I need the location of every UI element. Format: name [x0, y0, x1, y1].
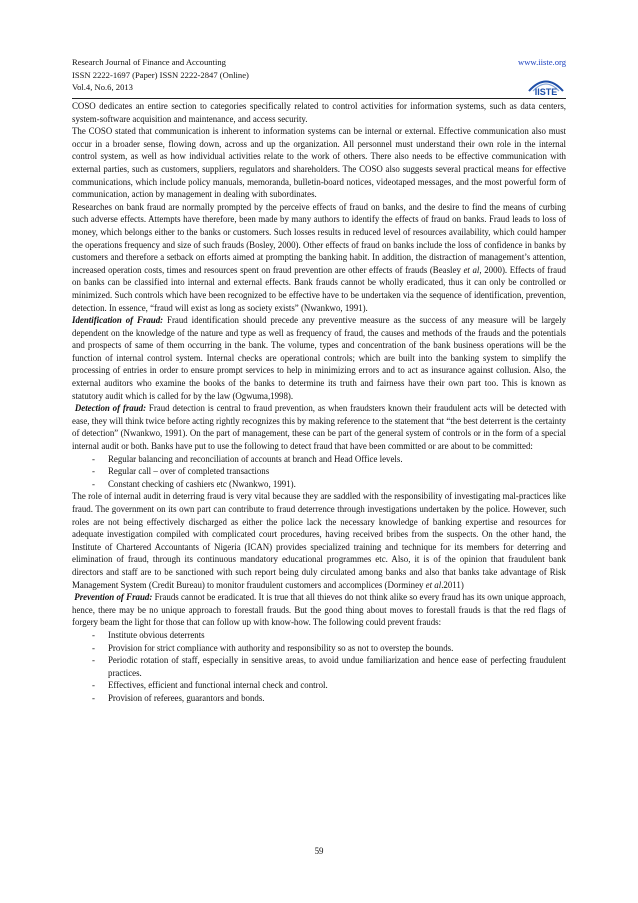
list-item: - Constant checking of cashiers etc (Nwankwo, 1991). — [92, 478, 296, 489]
journal-title: Research Journal of Finance and Accounting — [72, 57, 226, 67]
heading-identification: Identification of Fraud: — [72, 315, 164, 326]
issn-line: ISSN 2222-1697 (Paper) ISSN 2222-2847 (Online) — [72, 69, 249, 80]
detection-list — [72, 453, 566, 491]
list-item: - Regular balancing and reconciliation of accounts at branch and Head Office levels. — [92, 453, 403, 464]
heading-detection: Detection of fraud: — [74, 403, 147, 414]
list-item: - Provision of referees, guarantors and bonds. — [92, 692, 265, 703]
iiste-logo — [527, 71, 565, 97]
paragraph-identification: Identification of Fraud: Fraud identification should precede any preventive measure as the success of any measure will be largely dependent on the knowledge of the nature and type as well as frequency of fraud, the causes and methods of the frauds and the potentials and prospects of same of them occurring in the bank. The volume, types and concentration of the bank business operations will be the function of internal control system. Internal checks are operational controls; which are built into the banking system to simplify the processing of entries in order to ensure prompt services to help in minimizing errors and to act as insurance against collusion. Also, the external auditors who examine the books of the banks to determine its truth and fairness have their own part too. This is known as statutory audit which is called for by the law (Ogwuma,1998). — [72, 315, 566, 401]
paragraph-coso-sections: COSO dedicates an entire section to categories specifically related to control activities for information systems, such as data centers, system-software acquisition and maintenance, and access security. — [72, 101, 566, 124]
page-number: 59 — [314, 846, 324, 856]
prevention-list — [72, 629, 566, 705]
list-item: - Regular call – over of completed transactions — [92, 466, 270, 477]
paragraph-communication: The COSO stated that communication is inherent to information systems can be internal or external. Effective communication also must occur in a broader sense, flowing down, across and up the organization. All personnel must understand their own role in the internal control system, as well as how individual activities relate to the work of others. There also needs to be effective communication with external parties, such as customers, suppliers, regulators and shareholders. The COSO also suggests several practical means for effective communications, which include policy manuals, memoranda, bulletin-board notices, videotaped messages, and the most powerful form of communication, action by management in dealing with subordinates. — [72, 126, 566, 200]
paragraph-prevention: Prevention of Fraud: Frauds cannot be eradicated. It is true that all thieves do not think alike so every fraud has its own unique approach, hence, there may be no unique approach to forestall frauds. But the good thing about moves to forestall frauds is that the red flags of forgery beam the light for those that can follow up with know-how. The following could prevent frauds: — [72, 592, 567, 628]
list-item: - Institute obvious deterrents — [92, 629, 205, 640]
logo-text: IISTE — [534, 87, 558, 97]
paragraph-detection: Detection of fraud: Fraud detection is central to fraud prevention, as when fraudsters known their fraudulent acts will be detected with ease, they will think twice before acting rightly recognizes this by making reference to the statement that “the best deterrent is the certainty of detection” (Nwankwo, 1991). On the part of management, these can be part of the general system of controls or in the form of a special internal audit or both. Banks have put to use the following to detect fraud that have been committed or are about to be committed: — [72, 403, 566, 452]
header-divider — [72, 98, 566, 99]
heading-prevention: Prevention of Fraud: — [74, 592, 153, 603]
journal-url-link[interactable]: www.iiste.org — [518, 57, 566, 67]
paragraph-fraud-effects: Researches on bank fraud are normally prompted by the perceive effects of fraud on banks, and the desire to find the means of curbing such adverse effects. Attempts have therefore, been made by many authors to identify the effects of fraud on banks. Fraud leads to loss of money, which belongs either to the banks or customers. Such losses results in reduced level of resources availability, which could hamper the operations frequency and size of such frauds (Bosley, 2000). Other effects of fraud on banks include the loss of confidence in banks by customers and therefore a setback on efforts aimed at prompting the banking habit. In addition, the distraction of management’s attention, increased operation costs, times and resources spent on fraud prevention are other effects of frauds (Beasley et al, 2000). Effects of fraud on banks can be classified into internal and external effects. Bank frauds cannot be wholly eradicated, thus it can only be controlled or minimized. Such controls which have been recognized to be effective have to be undertaken via the sequence of identification, prevention, detection. In essence, “fraud will exist as long as society exists” (Nwankwo, 1991). — [72, 201, 566, 313]
volume-line: Vol.4, No.6, 2013 — [72, 82, 133, 92]
page-header — [72, 56, 566, 94]
list-item: - Periodic rotation of staff, especially in sensitive areas, to avoid undue familiarization and hence ease of perfecting fraudulent practices. — [92, 655, 566, 678]
list-item: - Effectives, efficient and functional internal check and control. — [92, 680, 328, 691]
paragraph-internal-audit: The role of internal audit in deterring fraud is very vital because they are saddled with the responsibility of investigating mal-practices like fraud. The government on its own part can contribute to fraud deterrence through investigations undertaken by the police. However, such roles are not being effectively discharged as either the police lack the necessary knowledge of banking expertise and resources for adequate investigation compiled with complicated court procedures, having received bribes from the suspects. On the other hand, the Institute of Chartered Accountants of Nigeria (ICAN) provides specialized training and technique for its members for deterring and elimination of fraud, through its continuous mandatory educational programmes etc. Also, it is of the opinion that fraudulent bank directors and staff are to be sanctioned with such report being duly circulated among banks and also that banks take advantage of Risk Management System (Credit Bureau) to monitor fraudulent customers and accomplices (Dorminey et al.2011) — [72, 491, 566, 590]
article-body — [72, 100, 566, 705]
list-item: - Provision for strict compliance with authority and responsibility so as not to overstep the bounds. — [92, 642, 454, 653]
